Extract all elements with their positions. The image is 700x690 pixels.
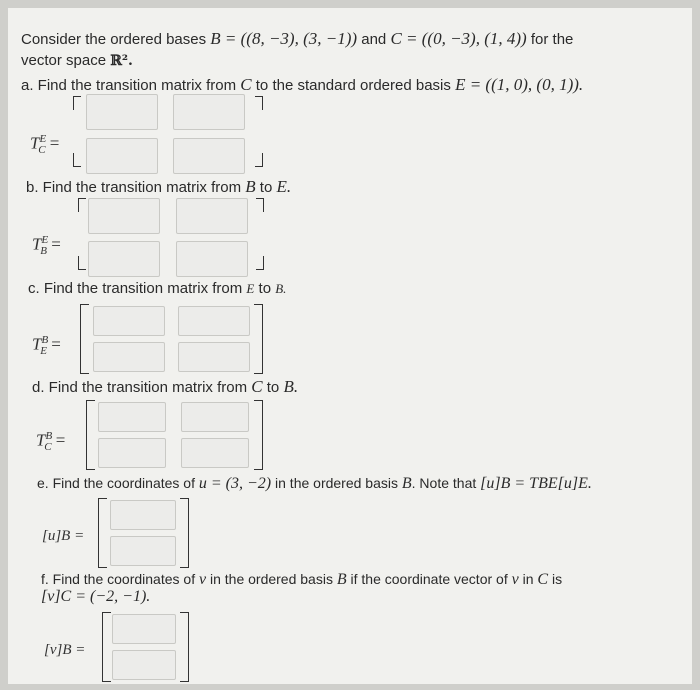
vector-space-symbol: ℝ².: [110, 53, 133, 69]
part-e-bracket-left: [98, 498, 107, 568]
part-f-bracket-left: [102, 612, 111, 682]
part-b-entry-2-1[interactable]: [88, 241, 160, 277]
part-c-label: $T^B_E$ =: [32, 334, 61, 358]
part-c-entry-2-2[interactable]: [178, 342, 250, 372]
basis-c-definition: C = ((0, −3), (1, 4)): [390, 29, 527, 48]
part-a-bracket-left-top: [73, 96, 81, 110]
part-d-bracket-left: [86, 400, 95, 470]
problem-sheet: [8, 8, 692, 684]
part-e-entry-2[interactable]: [110, 536, 176, 566]
part-d-bracket-right: [254, 400, 263, 470]
part-a-entry-1-2[interactable]: [173, 94, 245, 130]
part-d-entry-2-1[interactable]: [98, 438, 166, 468]
part-e-bracket-right: [180, 498, 189, 568]
part-c-bracket-left: [80, 304, 89, 374]
part-f-label: [v]B =: [44, 642, 86, 658]
basis-b-definition: B = ((8, −3), (3, −1)): [210, 29, 358, 48]
part-b-bracket-left-top: [78, 198, 86, 212]
part-a-bracket-right-bottom: [255, 153, 263, 167]
part-f-entry-1[interactable]: [112, 614, 176, 644]
part-b-bracket-left-bottom: [78, 256, 86, 270]
part-a-bracket-left-bottom: [73, 153, 81, 167]
part-c-question: c. Find the transition matrix from E to B.: [28, 280, 287, 297]
part-d-label: $T^B_C$ =: [36, 430, 66, 454]
part-b-bracket-right-top: [256, 198, 264, 212]
part-b-question: b. Find the transition matrix from B to E.: [26, 177, 292, 196]
part-e-entry-1[interactable]: [110, 500, 176, 530]
part-c-entry-2-1[interactable]: [93, 342, 165, 372]
part-f-question-line-2: [v]C = (−2, −1).: [41, 588, 151, 605]
part-b-entry-1-2[interactable]: [176, 198, 248, 234]
part-d-entry-1-2[interactable]: [181, 402, 249, 432]
part-c-bracket-right: [254, 304, 263, 374]
part-f-question-line-1: f. Find the coordinates of v in the ordered basis B if the coordinate vector of v in C is: [41, 571, 563, 588]
part-a-entry-2-1[interactable]: [86, 138, 158, 174]
part-b-entry-2-2[interactable]: [176, 241, 248, 277]
part-d-entry-1-1[interactable]: [98, 402, 166, 432]
part-a-entry-1-1[interactable]: [86, 94, 158, 130]
part-a-bracket-right-top: [255, 96, 263, 110]
part-f-entry-2[interactable]: [112, 650, 176, 680]
part-e-label: [u]B =: [42, 528, 85, 544]
intro-line-2: vector space ℝ².: [21, 52, 133, 69]
part-b-entry-1-1[interactable]: [88, 198, 160, 234]
part-f-bracket-right: [180, 612, 189, 682]
part-e-question: e. Find the coordinates of u = (3, −2) in the ordered basis B. Note that [u]B = TBE[u]E.: [37, 475, 592, 492]
part-b-bracket-right-bottom: [256, 256, 264, 270]
intro-line-1: Consider the ordered bases B = ((8, −3), (3, −1)) and C = ((0, −3), (1, 4)) for the: [21, 29, 574, 48]
part-a-entry-2-2[interactable]: [173, 138, 245, 174]
part-c-entry-1-1[interactable]: [93, 306, 165, 336]
part-a-label: $T^E_C$ =: [30, 133, 60, 157]
part-c-entry-1-2[interactable]: [178, 306, 250, 336]
part-d-entry-2-2[interactable]: [181, 438, 249, 468]
part-a-question: a. Find the transition matrix from C to the standard ordered basis E = ((1, 0), (0, 1)).: [21, 75, 584, 94]
part-b-label: $T^E_B$ =: [32, 234, 61, 258]
part-d-question: d. Find the transition matrix from C to B.: [32, 377, 299, 396]
